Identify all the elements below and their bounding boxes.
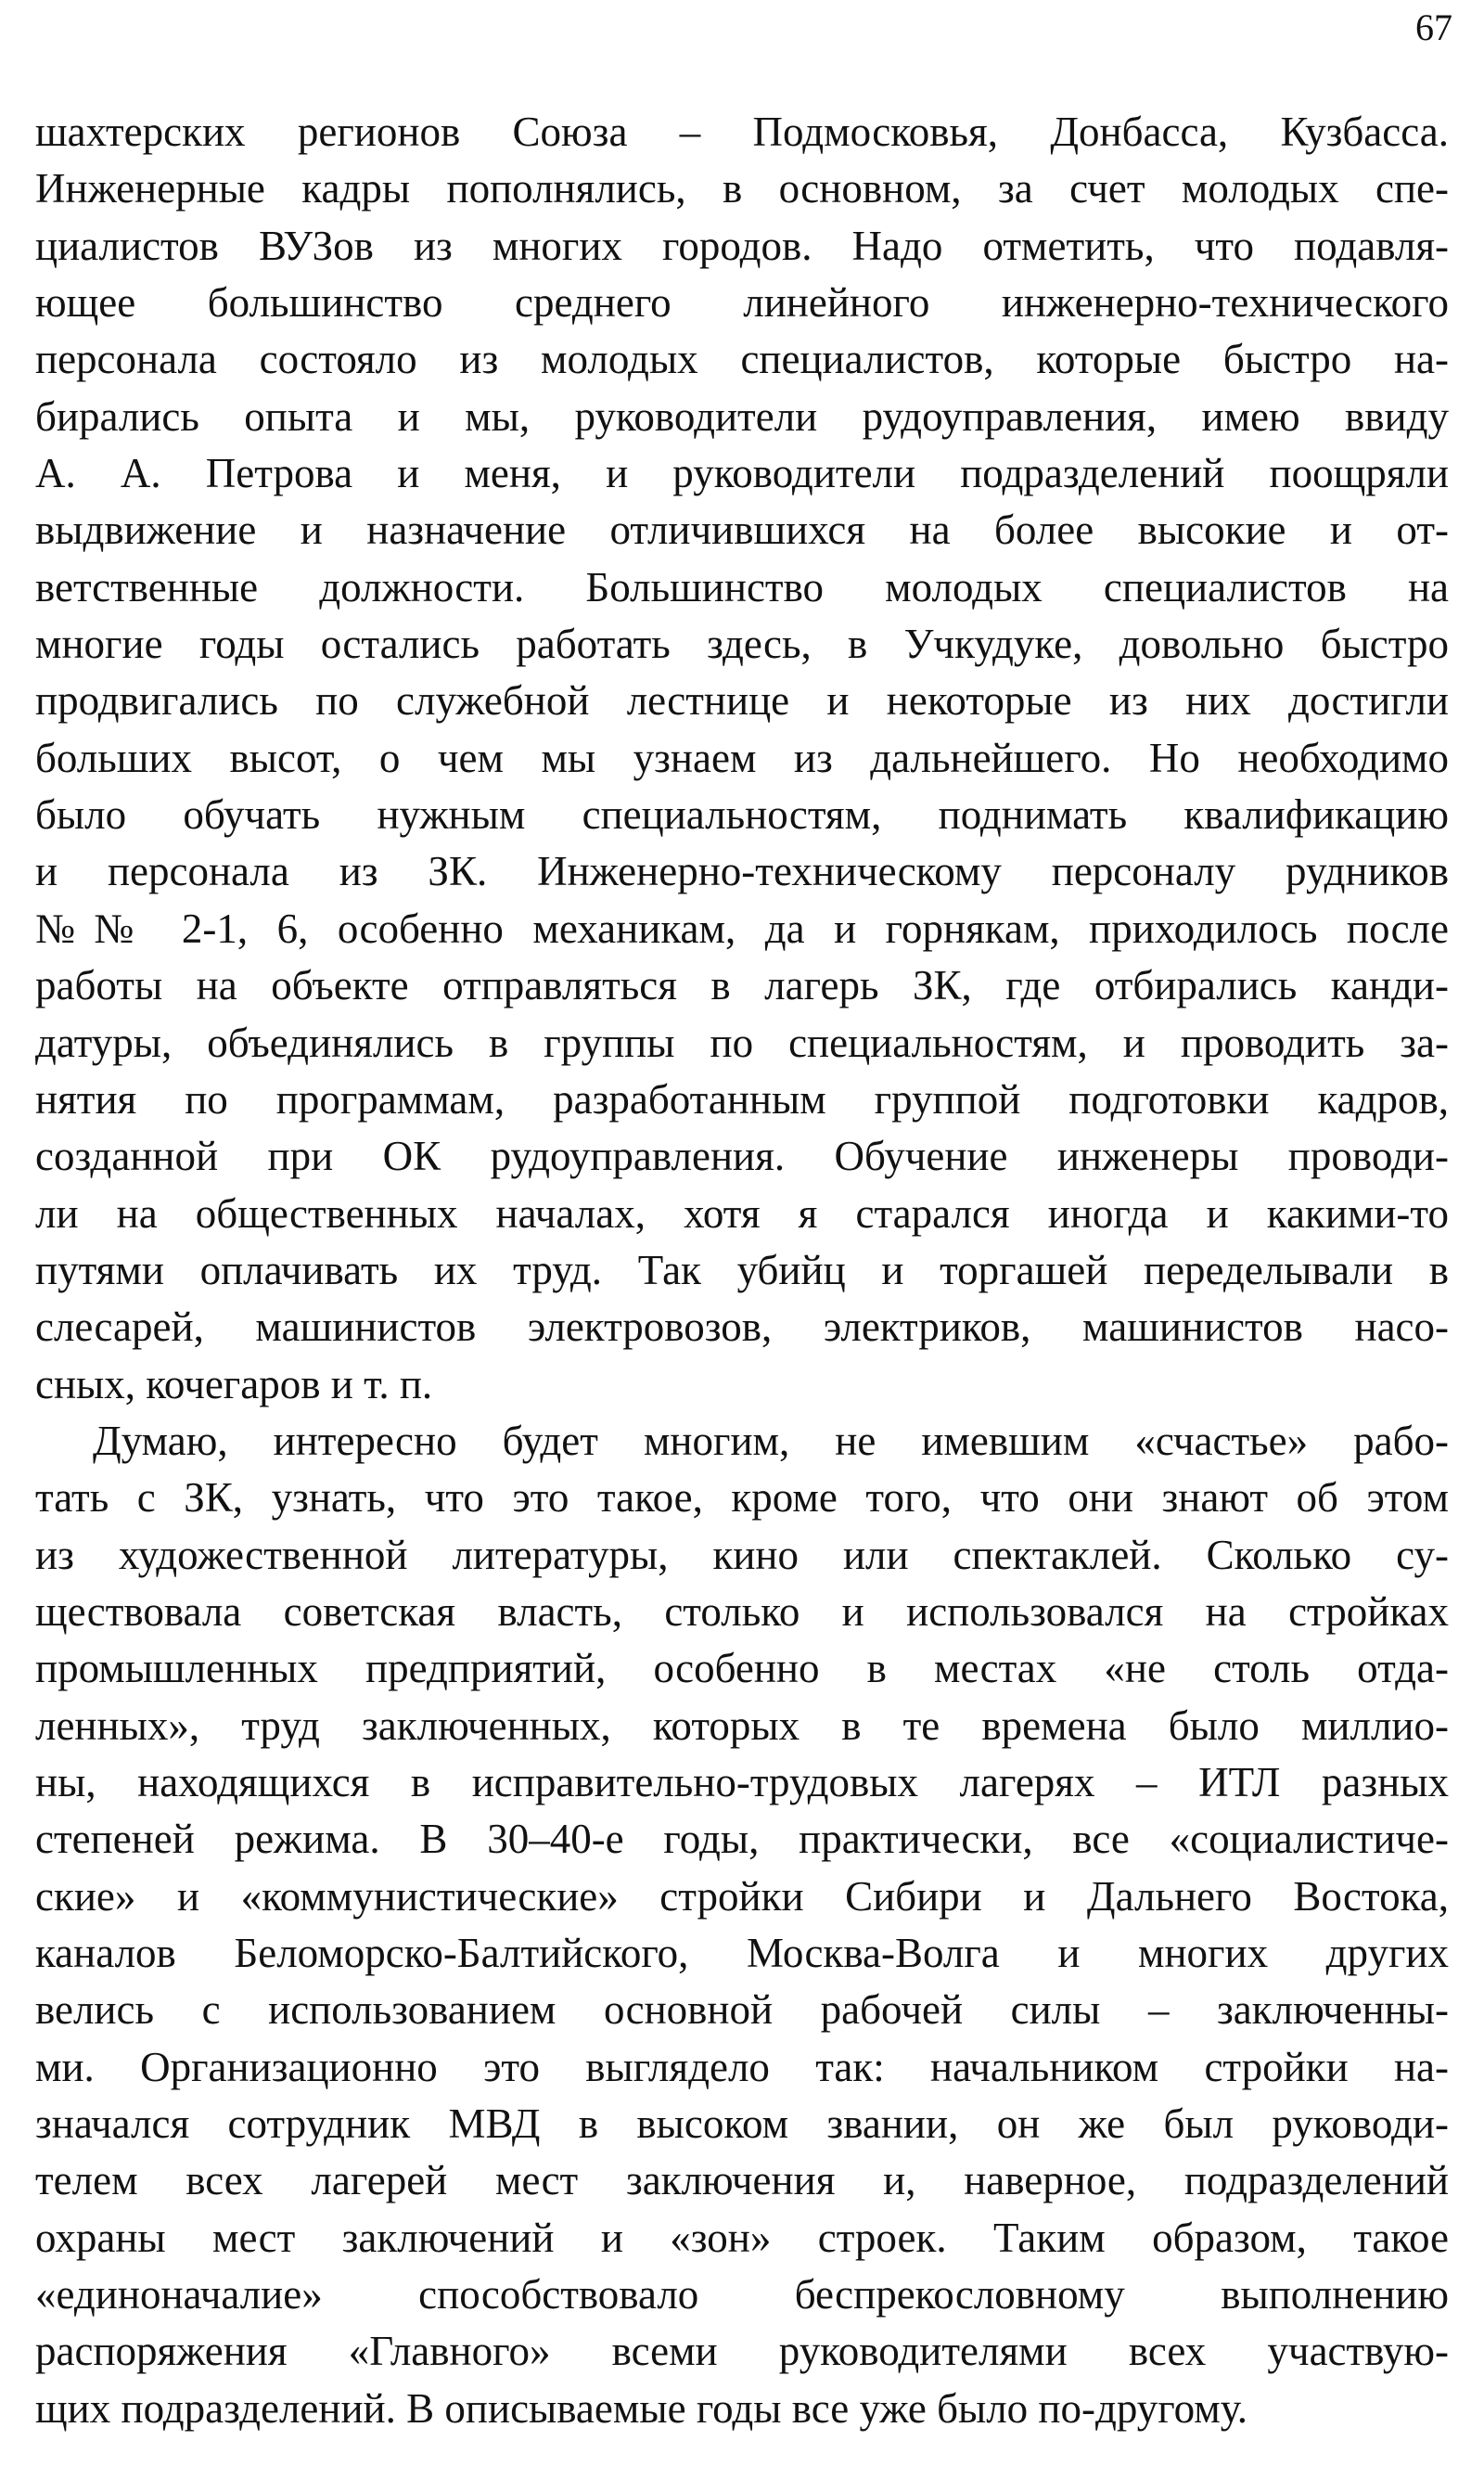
text-line: работы на объекте отправляться в лагерь ЗК, где отбирались канди-: [35, 962, 1449, 1009]
text-line: щих подразделений. В описываемые годы все уже было по-другому.: [35, 2384, 1247, 2432]
text-line: распоряжения «Главного» всеми руководителями всех участвую-: [35, 2328, 1449, 2375]
text-line: и персонала из ЗК. Инженерно-техническому персоналу рудников: [35, 848, 1449, 895]
body-text: [35, 104, 1449, 2437]
text-line: ми. Организационно это выглядело так: начальником стройки на-: [35, 2043, 1449, 2090]
text-line: выдвижение и назначение отличившихся на более высокие и от-: [35, 507, 1449, 554]
text-line: А. А. Петрова и меня, и руководители подразделений поощряли: [35, 450, 1449, 497]
text-line: ществовала советская власть, столько и использовался на стройках: [35, 1587, 1449, 1635]
text-line: каналов Беломорско-Балтийского, Москва-Волга и многих других: [35, 1930, 1449, 1976]
text-line: продвигались по служебной лестнице и некоторые из них достигли: [35, 677, 1449, 725]
text-line: больших высот, о чем мы узнаем из дальнейшего. Но необходимо: [35, 734, 1449, 781]
text-line: ленных», труд заключенных, которых в те времена было миллио-: [35, 1702, 1449, 1749]
text-line: персонала состояло из молодых специалистов, которые быстро на-: [35, 336, 1449, 383]
text-line: Инженерные кадры пополнялись, в основном, за счет молодых спе-: [35, 165, 1449, 212]
text-line: охраны мест заключений и «зон» строек. Таким образом, такое: [35, 2214, 1449, 2261]
text-line: шахтерских регионов Союза – Подмосковья, Донбасса, Кузбасса.: [35, 109, 1449, 155]
text-line: нятия по программам, разработанным группой подготовки кадров,: [35, 1075, 1449, 1123]
text-line: Думаю, интересно будет многим, не имевшим «счастье» рабо-: [93, 1417, 1449, 1464]
text-line: из художественной литературы, кино или спектаклей. Сколько су-: [35, 1531, 1449, 1578]
text-line: ющее большинство среднего линейного инженерно-технического: [35, 279, 1449, 327]
text-line: ские» и «коммунистические» стройки Сибири и Дальнего Востока,: [35, 1872, 1449, 1920]
text-line: созданной при ОК рудоуправления. Обучение инженеры проводи-: [35, 1133, 1449, 1180]
paragraph: [35, 1413, 1449, 2437]
paragraph: [35, 104, 1449, 1413]
text-line: телем всех лагерей мест заключения и, наверное, подразделений: [35, 2157, 1449, 2204]
text-line: значался сотрудник МВД в высоком звании, он же был руководи-: [35, 2100, 1449, 2148]
text-line: промышленных предприятий, особенно в местах «не столь отда-: [35, 1645, 1449, 1692]
text-line: циалистов ВУЗов из многих городов. Надо отметить, что подавля-: [35, 222, 1449, 269]
text-line: бирались опыта и мы, руководители рудоуправления, имею ввиду: [35, 392, 1449, 440]
text-line: было обучать нужным специальностям, поднимать квалификацию: [35, 791, 1449, 839]
text-line: датуры, объединялись в группы по специальностям, и проводить за-: [35, 1019, 1449, 1066]
text-line: слесарей, машинистов электровозов, электриков, машинистов насо-: [35, 1304, 1449, 1351]
text-line: путями оплачивать их труд. Так убийц и торгашей переделывали в: [35, 1246, 1449, 1293]
text-line: сных, кочегаров и т. п.: [35, 1360, 433, 1407]
text-line: велись с использованием основной рабочей силы – заключенны-: [35, 1986, 1449, 2034]
text-line: ветственные должности. Большинство молодых специалистов на: [35, 563, 1449, 610]
text-line: ны, находящихся в исправительно-трудовых лагерях – ИТЛ разных: [35, 1758, 1449, 1805]
text-line: тать с ЗК, узнать, что это такое, кроме того, что они знают об этом: [35, 1474, 1449, 1522]
text-line: степеней режима. В 30–40-е годы, практически, все «социалистиче-: [35, 1816, 1449, 1863]
text-line: №№ 2-1, 6, особенно механикам, да и горнякам, приходилось после: [35, 905, 1449, 952]
page-number: 67: [1415, 6, 1452, 48]
text-line: «единоначалие» способствовало беспрекословному выполнению: [35, 2271, 1449, 2318]
text-line: многие годы остались работать здесь, в Учкудуке, довольно быстро: [35, 621, 1449, 668]
text-line: ли на общественных началах, хотя я старался иногда и какими-то: [35, 1189, 1449, 1237]
